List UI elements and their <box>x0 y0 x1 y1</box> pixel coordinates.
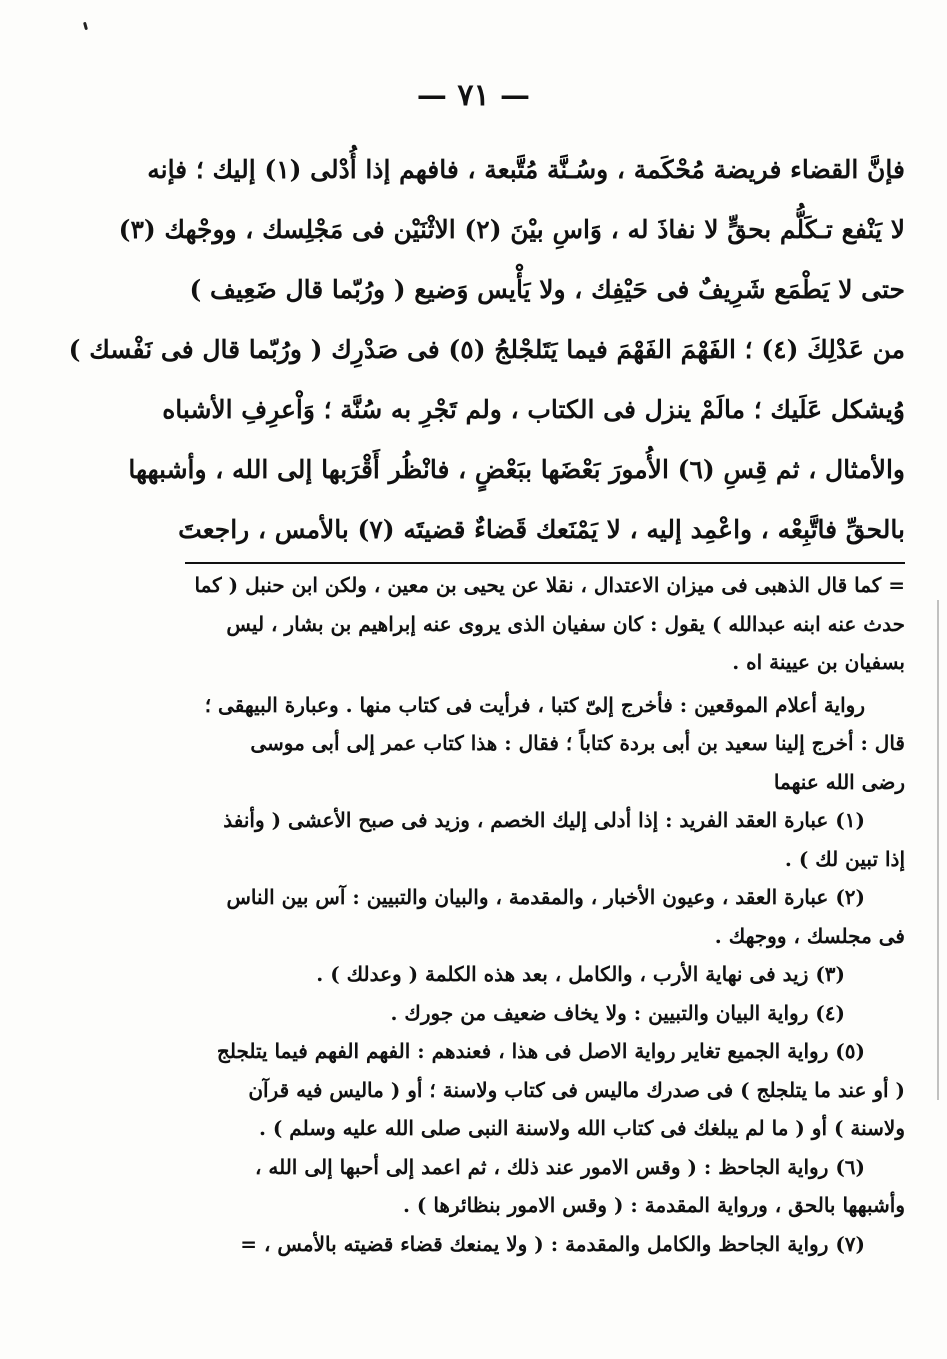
footnote-line: رواية أعلام الموقعين : فأخرج إلىّ كتبا ، فرأيت فى كتاب منها . وعبارة البيهقى ؛ <box>204 692 865 717</box>
footnote-line: رضى الله عنهما <box>773 769 905 794</box>
main-text-line: حتى لا يَطْمَع شَرِيفٌ فى حَيْفِك ، ولا يَأْيس وَضيع ( ورُبّما قال ضَعِيف ) <box>189 275 905 304</box>
main-text-line: بالحقِّ فاتَّبِعْه ، واعْمِد إليه ، لا يَمْنَعك قَضاءٌ قضيتَه (٧) بالأمس ، راجعتَ <box>178 515 905 544</box>
main-text-line: من عَدْلِكَ (٤) ؛ الفَهْمَ الفَهْمَ فيما يَتَلجْلجُ (٥) فى صَدْرِك ( ورُبّما قال فى نَفْسك ) <box>68 335 905 364</box>
footnote-line: إذا تبين لك ) . <box>784 846 905 871</box>
footnote-7: (٧) رواية الجاحظ والكامل والمقدمة : ( ولا يمنعك قضاء قضيته بالأمس ، = <box>240 1231 865 1256</box>
main-text-line: لا يَنْفع تـكَلُّم بحقٍّ لا نفاذَ له ، وَاسِ بيْنَ (٢) الاثْنَيْن فى مَجْلِسك ، ووجْهك (٣) <box>118 215 905 244</box>
page-number: — ٧١ — <box>416 78 531 113</box>
footnote-2: (٢) عبارة العقد ، وعيون الأخبار ، والمقدمة ، والبيان والتبيين : آس بين الناس <box>226 885 865 909</box>
footnote-line: ولاسنة ) أو ( ما لم يبلغك فى كتاب الله ولاسنة النبى صلى الله عليه وسلم ) . <box>258 1116 905 1140</box>
main-text-line: والأمثال ، ثم قِسِ (٦) الأُمورَ بَعْضَها ببَعْضٍ ، فانْظُر أَقْرَبها إلى الله ، وأشبهها <box>128 455 905 484</box>
main-text-block <box>68 140 905 560</box>
footnote-line: وأشبهها بالحق ، ورواية المقدمة : ( وقس الامور بنظائرها ) . <box>402 1193 905 1217</box>
footnotes-block <box>185 566 905 1263</box>
footnote-line: = كما قال الذهبى فى ميزان الاعتدال ، نقلا عن يحيى بن معين ، ولكن ابن حنبل ( كما <box>194 573 905 597</box>
footnote-3: (٣) زيد فى نهاية الأرب ، والكامل ، بعد هذه الكلمة ( وعدلك ) . <box>316 962 845 986</box>
footnote-line: ( أو عند ما يتلجلج ) فى صدرك ماليس فى كتاب ولاسنة ؛ أو ( ماليس فيه قرآن <box>248 1077 905 1102</box>
footnote-separator <box>185 562 905 564</box>
footnote-5: (٥) رواية الجميع تغاير رواية الاصل فى هذا ، فعندهم : الفهم الفهم فيما يتلجلج <box>216 1039 865 1063</box>
footnote-line: قال : أخرج إلينا سعيد بن أبى بردة كتاباً ؛ فقال : هذا كتاب عمر إلى أبى موسى <box>250 731 905 755</box>
page-edge-shadow <box>937 600 939 1100</box>
footnote-4: (٤) رواية البيان والتبيين : ولا يخاف ضعيف من جورك . <box>390 1000 845 1025</box>
footnote-1: (١) عبارة العقد الفريد : إذا أدلى إليك الخصم ، وزيد فى صبح الأعشى ( وأنفذ <box>223 808 865 832</box>
main-text-line: وُيشكل عَلَيك ؛ مالَمْ ينزل فى الكتاب ، ولم تَجْرِ به سُنَّة ؛ وَاْعرِفِ الأشباه <box>162 395 905 424</box>
footnote-line: حدث عنه ابنه عبدالله ) يقول : كان سفيان الذى يروى عنه إبراهيم بن بشار ، ليس <box>226 611 905 636</box>
footnote-6: (٦) رواية الجاحظ : ( وقس الامور عند ذلك ، ثم اعمد إلى أحبها إلى الله ، <box>254 1154 865 1179</box>
scan-speck <box>83 22 88 31</box>
footnote-line: بسفيان بن عيينة اه . <box>732 650 905 674</box>
footnote-line: فى مجلسك ، ووجهك . <box>714 923 905 948</box>
main-text-line: فإنَّ القضاء فريضة مُحْكَمة ، وسُـنَّة مُتَّبعة ، فافهم إذا أُدْلى (١) إليك ؛ فإنه <box>147 155 905 184</box>
